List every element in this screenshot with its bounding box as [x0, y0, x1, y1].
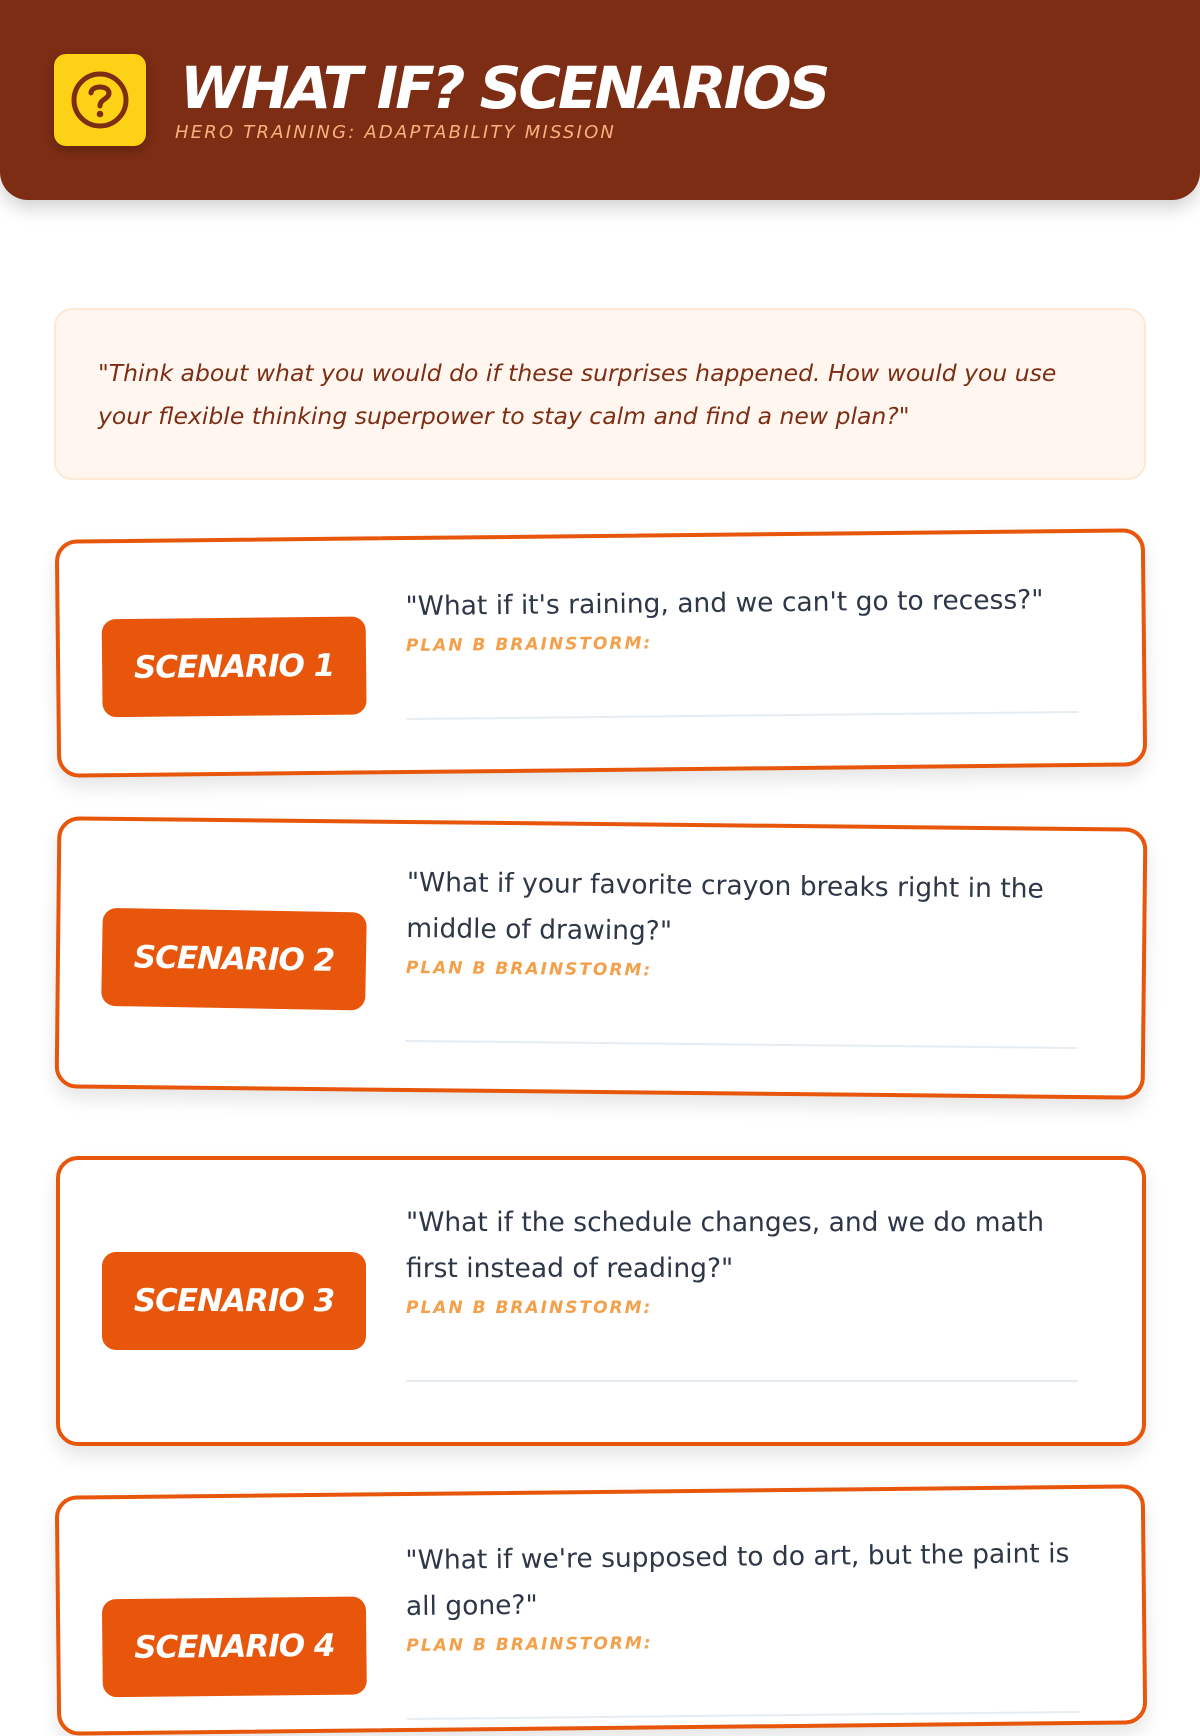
- scenario-card-1: [55, 528, 1147, 777]
- instruction-text: "Think about what you would do if these surprises happened. How would you use your flexible thinking superpower to stay calm and find a new plan?": [98, 359, 1057, 430]
- plan-b-answer-line-2[interactable]: [405, 1040, 1077, 1049]
- scenario-badge-4: SCENARIO 4: [102, 1596, 367, 1697]
- scenario-card-3: [56, 1156, 1146, 1446]
- scenario-badge-2: SCENARIO 2: [101, 908, 367, 1011]
- scenario-badge-3: SCENARIO 3: [102, 1252, 366, 1350]
- scenario-question-1: "What if it's raining, and we can't go to recess?": [405, 584, 1044, 623]
- scenario-question-2: "What if your favorite crayon breaks right in the middle of drawing?": [406, 866, 1044, 947]
- plan-b-answer-line-1[interactable]: [407, 711, 1079, 720]
- scenario-question-4: "What if we're supposed to do art, but the paint is all gone?": [405, 1538, 1070, 1623]
- question-logo: [54, 54, 146, 146]
- scenario-card-4: [55, 1484, 1147, 1735]
- plan-b-label-3: PLAN B BRAINSTORM:: [406, 1298, 653, 1318]
- plan-b-label-1: PLAN B BRAINSTORM:: [405, 633, 653, 657]
- plan-b-answer-line-4[interactable]: [407, 1711, 1079, 1720]
- instruction-box: [54, 308, 1146, 480]
- plan-b-label-2: PLAN B BRAINSTORM:: [405, 957, 653, 981]
- page-header: [0, 0, 1200, 200]
- scenario-content-1: [405, 577, 1098, 720]
- scenario-content-2: [405, 860, 1099, 1049]
- scenario-content-3: [406, 1200, 1098, 1382]
- scenario-badge-1: SCENARIO 1: [102, 616, 367, 717]
- page-subtitle: HERO TRAINING: ADAPTABILITY MISSION: [175, 122, 617, 143]
- question-circle-icon: [68, 68, 132, 132]
- scenario-question-3: "What if the schedule changes, and we do math first instead of reading?": [406, 1207, 1045, 1284]
- plan-b-label-4: PLAN B BRAINSTORM:: [406, 1633, 653, 1657]
- page-title: WHAT IF? SCENARIOS: [180, 54, 828, 122]
- scenario-card-2: [55, 816, 1148, 1099]
- scenario-content-4: [405, 1531, 1099, 1720]
- plan-b-answer-line-3[interactable]: [406, 1380, 1078, 1382]
